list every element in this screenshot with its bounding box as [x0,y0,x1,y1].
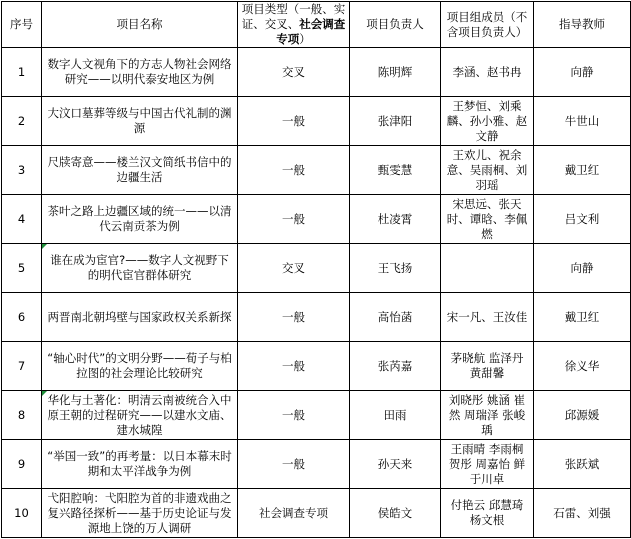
cell-name: “举国一致”的再考量：以日本幕末时期和太平洋战争为例 [42,440,238,489]
cell-name: 茶叶之路上边疆区域的统一——以清代云南贡茶为例 [42,195,238,244]
cell-leader: 高怡菡 [350,293,441,342]
cell-type: 一般 [238,293,350,342]
cell-name: 两晋南北朝坞壁与国家政权关系新探 [42,293,238,342]
cell-members: 李涵、赵书冉 [441,48,534,97]
cell-leader: 张津阳 [350,97,441,146]
cell-index: 8 [2,391,42,440]
table-row [2,97,631,146]
header-type-suffix: ） [299,32,311,46]
header-advisor: 指导教师 [534,2,631,48]
cell-type: 一般 [238,440,350,489]
header-index: 序号 [2,2,42,48]
cell-name: 数字人文视角下的方志人物社会网络研究——以明代泰安地区为例 [42,48,238,97]
header-type-bold: 社会调查专项 [276,17,346,46]
cell-leader: 甄雯慧 [350,146,441,195]
cell-leader: 杜凌霄 [350,195,441,244]
header-name: 项目名称 [42,2,238,48]
cell-index: 4 [2,195,42,244]
cell-type: 一般 [238,342,350,391]
cell-members: 宋思远、张天时、谭晗、李佩燃 [441,195,534,244]
table-row [2,391,631,440]
cell-advisor: 徐义华 [534,342,631,391]
header-row [2,2,631,48]
cell-members: 付艳云 邱慧琦 杨文根 [441,489,534,538]
cell-index: 6 [2,293,42,342]
table-row [2,342,631,391]
cell-index: 1 [2,48,42,97]
table-row [2,244,631,293]
cell-type: 交叉 [238,244,350,293]
header-type-prefix: 项目类型（一般、实证、交叉、 [241,2,346,31]
table-row [2,440,631,489]
cell-index: 7 [2,342,42,391]
cell-type: 一般 [238,97,350,146]
cell-members: 王梦恒、刘乘麟、孙小雅、赵文静 [441,97,534,146]
cell-members [441,244,534,293]
cell-type: 一般 [238,195,350,244]
cell-leader: 孙天来 [350,440,441,489]
table-row [2,489,631,538]
cell-leader: 田雨 [350,391,441,440]
cell-leader: 王飞扬 [350,244,441,293]
cell-members: 茅晓航 监泽丹 黄甜馨 [441,342,534,391]
header-members: 项目组成员（不含项目负责人） [441,2,534,48]
header-type [238,2,350,48]
cell-index: 2 [2,97,42,146]
cell-members: 宋一凡、王汝佳 [441,293,534,342]
cell-members: 王欢儿、祝余意、吴雨桐、刘羽瑶 [441,146,534,195]
cell-type: 一般 [238,146,350,195]
cell-advisor: 戴卫红 [534,146,631,195]
cell-members: 王雨晴 李雨桐 贺彤 周嘉怡 鲜于川卓 [441,440,534,489]
cell-name: 谁在成为宦官?——数字人文视野下的明代宦官群体研究 [42,244,238,293]
cell-type: 一般 [238,391,350,440]
cell-advisor: 向静 [534,48,631,97]
cell-advisor: 石雷、刘强 [534,489,631,538]
cell-name: 弋阳腔响：弋阳腔为首的非遗戏曲之复兴路径探析——基于历史论证与发源地上饶的万人调研 [42,489,238,538]
cell-advisor: 牛世山 [534,97,631,146]
cell-advisor: 戴卫红 [534,293,631,342]
cell-name: “轴心时代”的文明分野——荀子与柏拉图的社会理论比较研究 [42,342,238,391]
table-row [2,146,631,195]
cell-index: 3 [2,146,42,195]
cell-leader: 陈明辉 [350,48,441,97]
cell-index: 10 [2,489,42,538]
cell-type: 社会调查专项 [238,489,350,538]
cell-name: 大汶口墓葬等级与中国古代礼制的渊源 [42,97,238,146]
cell-advisor: 张跃斌 [534,440,631,489]
header-leader: 项目负责人 [350,2,441,48]
cell-leader: 侯皓文 [350,489,441,538]
cell-index: 5 [2,244,42,293]
cell-leader: 张芮嘉 [350,342,441,391]
table-row [2,293,631,342]
cell-advisor: 邱源媛 [534,391,631,440]
project-table [1,1,631,538]
cell-index: 9 [2,440,42,489]
cell-name: 尺牍寄意——楼兰汉文简纸书信中的边疆生活 [42,146,238,195]
table-row [2,48,631,97]
cell-type: 交叉 [238,48,350,97]
cell-name: 华化与土著化：明清云南被统合入中原王朝的过程研究——以建水文庙、建水城隍 [42,391,238,440]
cell-advisor: 吕文利 [534,195,631,244]
table-row [2,195,631,244]
cell-members: 刘晓彤 姚涵 崔然 周瑞泽 张峻瑀 [441,391,534,440]
cell-advisor: 向静 [534,244,631,293]
